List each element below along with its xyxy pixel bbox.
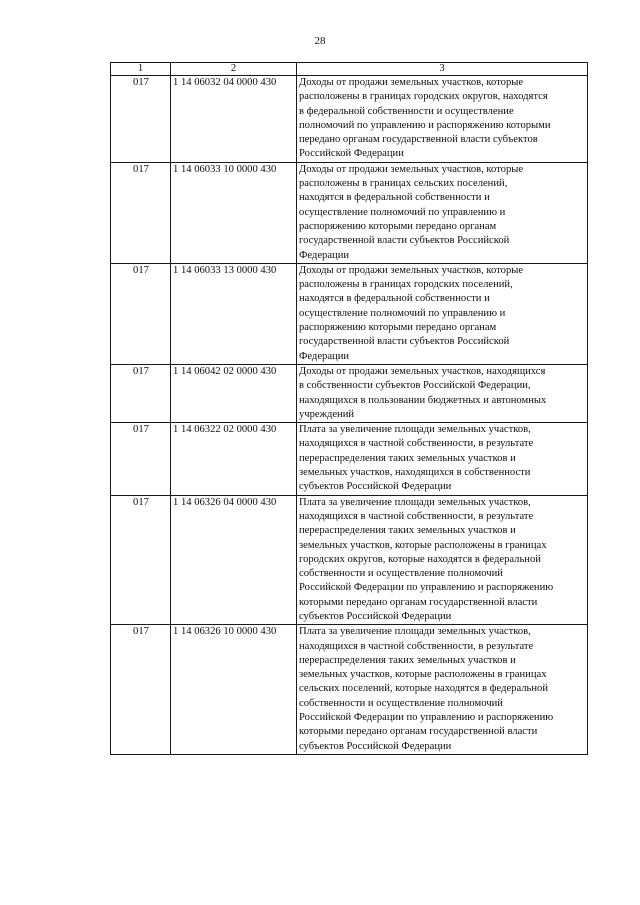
revenue-name-line: распоряжению которыми передано органам bbox=[299, 220, 497, 232]
revenue-name-line: передано органам государственной власти субъектов bbox=[299, 134, 538, 146]
revenue-name-line: собственности и осуществление полномочий bbox=[299, 568, 503, 580]
table-row bbox=[111, 625, 588, 755]
revenue-name-line: сельских поселений, которые находятся в федеральной bbox=[299, 683, 549, 695]
revenue-name-line: перераспределения таких земельных участков и bbox=[299, 654, 516, 666]
budget-code-cell: 1 14 06326 10 0000 430 bbox=[171, 625, 297, 755]
budget-code-cell: 1 14 06326 04 0000 430 bbox=[171, 495, 297, 625]
revenue-name-line: расположены в границах городских поселений, bbox=[299, 279, 513, 291]
admin-code-cell: 017 bbox=[111, 76, 171, 163]
revenue-name-line: Российской Федерации по управлению и распоряжению bbox=[299, 582, 554, 594]
revenue-name-line: находящихся в частной собственности, в результате bbox=[299, 510, 534, 522]
revenue-name-line: расположены в границах городских округов, находятся bbox=[299, 91, 548, 103]
table-header-row bbox=[111, 63, 588, 76]
admin-code-cell: 017 bbox=[111, 495, 171, 625]
admin-code-cell: 017 bbox=[111, 162, 171, 263]
revenue-name-line: перераспределения таких земельных участков и bbox=[299, 525, 516, 537]
revenue-name-line: собственности и осуществление полномочий bbox=[299, 697, 503, 709]
revenue-name-line: Плата за увеличение площади земельных участков, bbox=[299, 496, 531, 508]
budget-code-cell: 1 14 06033 10 0000 430 bbox=[171, 162, 297, 263]
revenue-name-line: Плата за увеличение площади земельных участков, bbox=[299, 626, 531, 638]
revenue-name-line: находятся в федеральной собственности и bbox=[299, 293, 490, 305]
revenue-name-line: земельных участков, находящихся в собственности bbox=[299, 467, 531, 479]
admin-code-cell: 017 bbox=[111, 263, 171, 364]
revenue-name-line: Российской Федерации по управлению и распоряжению bbox=[299, 712, 554, 724]
table-body bbox=[111, 76, 588, 755]
column-header-2: 2 bbox=[171, 63, 297, 76]
revenue-name-line: государственной власти субъектов Российской bbox=[299, 235, 510, 247]
revenue-name-line: находящихся в пользовании бюджетных и автономных bbox=[299, 394, 547, 406]
revenue-name-line: субъектов Российской Федерации bbox=[299, 481, 452, 493]
revenue-name-line: в федеральной собственности и осуществление bbox=[299, 105, 514, 117]
table-row bbox=[111, 423, 588, 495]
table-row bbox=[111, 162, 588, 263]
revenue-name-cell bbox=[297, 423, 588, 495]
revenue-name-line: расположены в границах сельских поселений, bbox=[299, 178, 508, 190]
column-header-3: 3 bbox=[297, 63, 588, 76]
table-row bbox=[111, 364, 588, 422]
revenue-name-line: Доходы от продажи земельных участков, находящихся bbox=[299, 365, 546, 377]
budget-code-cell: 1 14 06042 02 0000 430 bbox=[171, 364, 297, 422]
revenue-name-line: субъектов Российской Федерации bbox=[299, 740, 452, 752]
page-number: 28 bbox=[314, 35, 326, 47]
revenue-name-line: Российской Федерации bbox=[299, 148, 404, 160]
revenue-name-cell bbox=[297, 162, 588, 263]
revenue-name-cell bbox=[297, 364, 588, 422]
table-row bbox=[111, 76, 588, 163]
revenue-name-line: Федерации bbox=[299, 249, 350, 261]
revenue-name-line: земельных участков, которые расположены в границах bbox=[299, 539, 547, 551]
revenue-name-line: которыми передано органам государственной власти bbox=[299, 596, 538, 608]
revenue-name-cell bbox=[297, 263, 588, 364]
revenue-codes-table bbox=[110, 62, 588, 755]
revenue-name-line: осуществление полномочий по управлению и bbox=[299, 307, 506, 319]
revenue-name-line: городских округов, которые находятся в федеральной bbox=[299, 553, 541, 565]
revenue-name-line: находятся в федеральной собственности и bbox=[299, 192, 490, 204]
revenue-name-line: Доходы от продажи земельных участков, которые bbox=[299, 163, 524, 175]
table-row bbox=[111, 495, 588, 625]
revenue-name-line: находящихся в частной собственности, в результате bbox=[299, 640, 534, 652]
revenue-name-line: Плата за увеличение площади земельных участков, bbox=[299, 424, 531, 436]
budget-code-cell: 1 14 06322 02 0000 430 bbox=[171, 423, 297, 495]
admin-code-cell: 017 bbox=[111, 625, 171, 755]
revenue-name-line: Федерации bbox=[299, 350, 350, 362]
revenue-name-cell bbox=[297, 76, 588, 163]
revenue-name-line: земельных участков, которые расположены в границах bbox=[299, 669, 547, 681]
budget-code-cell: 1 14 06033 13 0000 430 bbox=[171, 263, 297, 364]
revenue-name-line: государственной власти субъектов Российской bbox=[299, 336, 510, 348]
revenue-name-line: перераспределения таких земельных участков и bbox=[299, 452, 516, 464]
revenue-name-line: полномочий по управлению и распоряжению которыми bbox=[299, 119, 551, 131]
budget-code-cell: 1 14 06032 04 0000 430 bbox=[171, 76, 297, 163]
column-header-1: 1 bbox=[111, 63, 171, 76]
admin-code-cell: 017 bbox=[111, 423, 171, 495]
revenue-name-cell bbox=[297, 495, 588, 625]
revenue-name-line: находящихся в частной собственности, в результате bbox=[299, 438, 534, 450]
revenue-name-line: учреждений bbox=[299, 408, 355, 420]
revenue-name-cell bbox=[297, 625, 588, 755]
revenue-name-line: которыми передано органам государственной власти bbox=[299, 726, 538, 738]
revenue-name-line: Доходы от продажи земельных участков, которые bbox=[299, 77, 524, 88]
revenue-name-line: осуществление полномочий по управлению и bbox=[299, 206, 506, 218]
revenue-name-line: субъектов Российской Федерации bbox=[299, 610, 452, 622]
revenue-name-line: распоряжению которыми передано органам bbox=[299, 322, 497, 334]
revenue-name-line: в собственности субъектов Российской Федерации, bbox=[299, 380, 531, 392]
table-row bbox=[111, 263, 588, 364]
admin-code-cell: 017 bbox=[111, 364, 171, 422]
revenue-name-line: Доходы от продажи земельных участков, которые bbox=[299, 264, 524, 276]
